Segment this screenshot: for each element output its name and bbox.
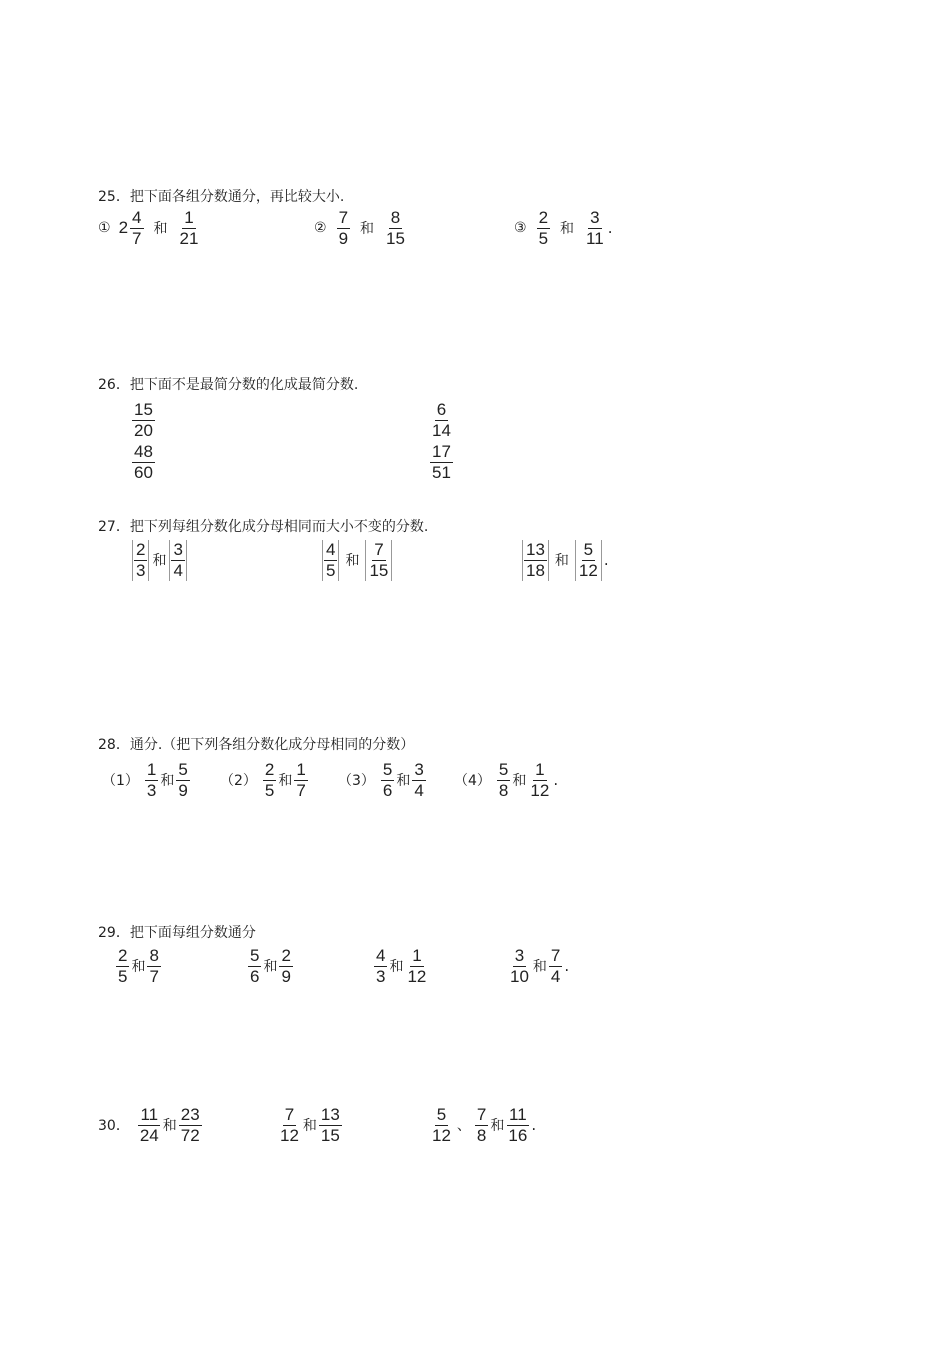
conjunction: 和 bbox=[360, 221, 375, 237]
q27-item-1 bbox=[130, 538, 189, 582]
denominator: 6 bbox=[250, 966, 260, 986]
denominator: 24 bbox=[139, 1125, 159, 1145]
fraction bbox=[430, 1105, 453, 1146]
fraction bbox=[365, 540, 392, 581]
denominator: 15 bbox=[386, 228, 405, 248]
fraction bbox=[506, 1105, 529, 1146]
fraction bbox=[528, 760, 551, 801]
q30-item-3 bbox=[428, 1103, 536, 1147]
denominator: 5 bbox=[264, 780, 275, 800]
conjunction: 和 bbox=[302, 1118, 317, 1134]
numerator: 2 bbox=[281, 945, 291, 965]
q26-item-2 bbox=[428, 398, 455, 442]
q28-item-4 bbox=[454, 758, 558, 802]
q28-item-1 bbox=[102, 758, 192, 802]
numerator: 11 bbox=[140, 1104, 159, 1124]
period: . bbox=[553, 771, 559, 789]
conjunction: 和 bbox=[162, 1118, 177, 1134]
numerator: 4 bbox=[376, 945, 386, 965]
question-25-title: 25．把下面各组分数通分，再比较大小. bbox=[98, 189, 345, 205]
numerator: 7 bbox=[338, 207, 349, 227]
conjunction: 和 bbox=[396, 773, 411, 789]
numerator: 1 bbox=[146, 759, 157, 779]
denominator: 5 bbox=[326, 560, 336, 580]
denominator: 20 bbox=[134, 420, 153, 440]
q25-item-2 bbox=[314, 206, 409, 250]
numerator: 1 bbox=[535, 759, 545, 779]
numerator: 7 bbox=[550, 945, 561, 965]
fraction bbox=[319, 1105, 342, 1146]
denominator: 51 bbox=[432, 462, 451, 482]
numerator: 4 bbox=[132, 207, 142, 227]
fraction bbox=[584, 208, 606, 249]
numerator: 3 bbox=[414, 759, 424, 779]
question-26-title: 26．把下面不是最简分数的化成最简分数. bbox=[98, 377, 359, 393]
denominator: 4 bbox=[173, 560, 183, 580]
q30-item-2 bbox=[276, 1103, 344, 1147]
fraction bbox=[384, 208, 407, 249]
fraction bbox=[412, 760, 425, 801]
fraction bbox=[145, 760, 158, 801]
question-28-title: 28．通分.（把下列各组分数化成分母相同的分数） bbox=[98, 737, 415, 753]
numerator: 4 bbox=[326, 539, 336, 559]
numerator: 3 bbox=[590, 207, 600, 227]
conjunction: 和 bbox=[512, 773, 527, 789]
denominator: 6 bbox=[382, 780, 393, 800]
numerator: 17 bbox=[432, 441, 451, 461]
fraction bbox=[132, 442, 155, 483]
denominator: 4 bbox=[414, 780, 424, 800]
denominator: 12 bbox=[530, 780, 550, 800]
q26-item-4 bbox=[428, 440, 455, 484]
fraction bbox=[430, 400, 453, 441]
numerator: 5 bbox=[382, 759, 393, 779]
denominator: 16 bbox=[508, 1125, 528, 1145]
denominator: 8 bbox=[476, 1125, 487, 1145]
period: . bbox=[564, 957, 570, 975]
fraction bbox=[294, 760, 307, 801]
fraction bbox=[279, 946, 292, 987]
item-label: （2） bbox=[220, 773, 257, 789]
numerator: 8 bbox=[390, 207, 401, 227]
fraction bbox=[263, 760, 276, 801]
fraction bbox=[508, 946, 531, 987]
numerator: 5 bbox=[436, 1104, 447, 1124]
fraction bbox=[178, 208, 201, 249]
fraction bbox=[132, 400, 155, 441]
numerator: 5 bbox=[498, 759, 509, 779]
item-label: （1） bbox=[102, 773, 139, 789]
fraction bbox=[522, 540, 549, 581]
denominator: 12 bbox=[407, 966, 427, 986]
q29-item-1 bbox=[114, 944, 163, 988]
q28-item-2 bbox=[220, 758, 310, 802]
conjunction: 和 bbox=[278, 773, 293, 789]
conjunction: 和 bbox=[490, 1118, 505, 1134]
numerator: 1 bbox=[412, 945, 422, 965]
denominator: 5 bbox=[538, 228, 549, 248]
item-label: ③ bbox=[514, 220, 527, 236]
fraction bbox=[337, 208, 350, 249]
conjunction: 和 bbox=[263, 959, 278, 975]
numerator: 13 bbox=[526, 539, 545, 559]
q29-item-3 bbox=[372, 944, 430, 988]
numerator: 1 bbox=[184, 207, 194, 227]
item-label: ① bbox=[98, 220, 111, 236]
denominator: 9 bbox=[338, 228, 349, 248]
q29-item-4 bbox=[506, 944, 569, 988]
denominator: 10 bbox=[510, 966, 529, 986]
fraction bbox=[497, 760, 510, 801]
numerator: 1 bbox=[296, 759, 306, 779]
numerator: 5 bbox=[250, 945, 260, 965]
denominator: 8 bbox=[498, 780, 509, 800]
q25-item-3 bbox=[514, 206, 612, 250]
fraction bbox=[322, 540, 339, 581]
fraction bbox=[475, 1105, 488, 1146]
numerator: 2 bbox=[136, 539, 146, 559]
denominator: 15 bbox=[320, 1125, 340, 1145]
denominator: 3 bbox=[146, 780, 157, 800]
numerator: 6 bbox=[436, 399, 447, 419]
numerator: 2 bbox=[118, 945, 128, 965]
q30-item-1 bbox=[98, 1103, 204, 1147]
denominator: 4 bbox=[550, 966, 561, 986]
denominator: 21 bbox=[179, 228, 199, 248]
denominator: 60 bbox=[134, 462, 153, 482]
fraction bbox=[537, 208, 550, 249]
fraction bbox=[374, 946, 387, 987]
numerator: 23 bbox=[180, 1104, 200, 1124]
conjunction: 和 bbox=[131, 959, 146, 975]
denominator: 7 bbox=[149, 966, 159, 986]
item-label: ② bbox=[314, 220, 327, 236]
question-29-title: 29．把下面每组分数通分 bbox=[98, 925, 256, 941]
fraction bbox=[179, 1105, 202, 1146]
denominator: 7 bbox=[296, 780, 306, 800]
denominator: 5 bbox=[118, 966, 128, 986]
denominator: 18 bbox=[526, 560, 545, 580]
q27-item-2 bbox=[320, 538, 394, 582]
numerator: 13 bbox=[320, 1104, 340, 1124]
conjunction: 和 bbox=[554, 553, 569, 569]
denominator: 72 bbox=[180, 1125, 200, 1145]
denominator: 7 bbox=[132, 228, 142, 248]
numerator: 11 bbox=[509, 1104, 527, 1124]
denominator: 3 bbox=[136, 560, 146, 580]
numerator: 2 bbox=[264, 759, 275, 779]
period: . bbox=[607, 219, 613, 237]
fraction bbox=[138, 1105, 161, 1146]
question-27-title: 27．把下列每组分数化成分母相同而大小不变的分数. bbox=[98, 519, 429, 535]
numerator: 5 bbox=[178, 759, 188, 779]
conjunction: 和 bbox=[152, 553, 167, 569]
period: . bbox=[603, 551, 609, 569]
whole-number: 2 bbox=[118, 218, 129, 237]
item-label: （3） bbox=[338, 773, 375, 789]
fraction bbox=[116, 946, 129, 987]
conjunction: 和 bbox=[389, 959, 404, 975]
conjunction: 和 bbox=[160, 773, 175, 789]
q26-item-3 bbox=[130, 440, 157, 484]
denominator: 12 bbox=[280, 1125, 299, 1145]
fraction bbox=[132, 540, 149, 581]
q27-item-3 bbox=[520, 538, 609, 582]
numerator: 3 bbox=[514, 945, 525, 965]
q28-item-3 bbox=[338, 758, 428, 802]
denominator: 9 bbox=[281, 966, 291, 986]
fraction bbox=[248, 946, 261, 987]
fraction bbox=[381, 760, 394, 801]
numerator: 3 bbox=[173, 539, 183, 559]
denominator: 12 bbox=[432, 1125, 451, 1145]
q25-item-1 bbox=[98, 206, 202, 250]
question-30-number: 30． bbox=[98, 1118, 130, 1134]
denominator: 11 bbox=[586, 228, 604, 248]
conjunction: 和 bbox=[153, 221, 168, 237]
q29-item-2 bbox=[246, 944, 295, 988]
period: . bbox=[531, 1116, 537, 1134]
denominator: 15 bbox=[369, 560, 389, 580]
numerator: 7 bbox=[374, 539, 384, 559]
denominator: 3 bbox=[376, 966, 386, 986]
numerator: 7 bbox=[476, 1104, 487, 1124]
fraction bbox=[405, 946, 428, 987]
fraction bbox=[169, 540, 186, 581]
fraction bbox=[549, 946, 562, 987]
numerator: 5 bbox=[583, 539, 594, 559]
q26-item-1 bbox=[130, 398, 157, 442]
denominator: 14 bbox=[432, 420, 451, 440]
numerator: 8 bbox=[149, 945, 159, 965]
numerator: 15 bbox=[134, 399, 153, 419]
numerator: 7 bbox=[284, 1104, 295, 1124]
numerator: 48 bbox=[134, 441, 153, 461]
fraction bbox=[430, 442, 453, 483]
fraction bbox=[176, 760, 189, 801]
conjunction: 和 bbox=[345, 553, 360, 569]
fraction bbox=[278, 1105, 301, 1146]
fraction bbox=[575, 540, 602, 581]
numerator: 2 bbox=[538, 207, 549, 227]
denominator: 12 bbox=[578, 560, 598, 580]
fraction bbox=[147, 946, 160, 987]
conjunction: 和 bbox=[560, 221, 575, 237]
fraction bbox=[130, 208, 143, 249]
denominator: 9 bbox=[178, 780, 188, 800]
conjunction: 和 bbox=[532, 959, 547, 975]
item-label: （4） bbox=[454, 773, 491, 789]
separator: 、 bbox=[456, 1118, 471, 1134]
